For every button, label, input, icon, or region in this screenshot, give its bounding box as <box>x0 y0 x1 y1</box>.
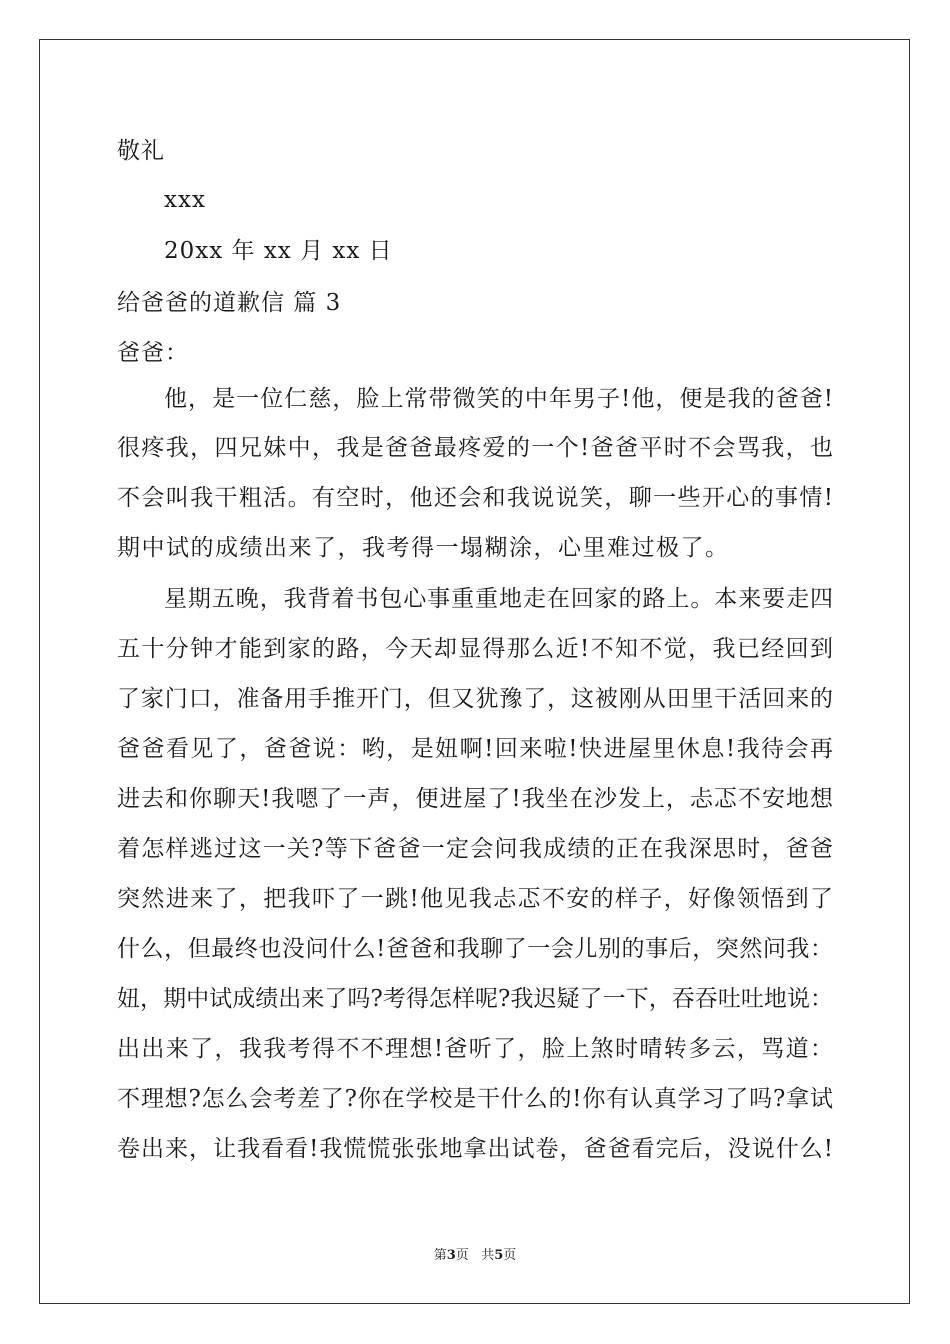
paragraph-line: 五十分钟才能到家的路，今天却显得那么近!不知不觉，我已经回到 <box>117 636 833 662</box>
total-suffix: 页 <box>503 1248 517 1263</box>
paragraph-line: 很疼我，四兄妹中，我是爸爸最疼爱的一个!爸爸平时不会骂我，也 <box>117 435 833 461</box>
closing-salute: 敬礼 <box>117 138 165 164</box>
paragraph-line: 什么，但最终也没问什么!爸爸和我聊了一会儿别的事后，突然问我： <box>117 936 833 962</box>
paragraph-line: 着怎样逃过这一关?等下爸爸一定会问我成绩的正在我深思时，爸爸 <box>117 836 833 862</box>
page-number-footer <box>0 1248 950 1264</box>
section-title: 给爸爸的道歉信 篇 3 <box>117 290 342 316</box>
current-page-number: 3 <box>446 1248 456 1263</box>
paragraph-line: 不会叫我干粗活。有空时，他还会和我说说笑，聊一些开心的事情! <box>117 485 833 511</box>
page-frame <box>39 39 910 1304</box>
paragraph-line: 妞，期中试成绩出来了吗?考得怎样呢?我迟疑了一下，吞吞吐吐地说： <box>117 986 833 1012</box>
letter-date: 20xx 年 xx 月 xx 日 <box>164 238 393 264</box>
paragraph-line: 突然进来了，把我吓了一跳!他见我忐忑不安的样子，好像领悟到了 <box>117 886 833 912</box>
greeting: 爸爸： <box>117 340 189 366</box>
paragraph-line: 不理想?怎么会考差了?你在学校是干什么的!你有认真学习了吗?拿试 <box>117 1086 833 1112</box>
total-page-count: 5 <box>494 1248 504 1263</box>
paragraph-line: 进去和你聊天!我嗯了一声，便进屋了!我坐在沙发上，忐忑不安地想 <box>117 786 833 812</box>
paragraph-line: 卷出来，让我看看!我慌慌张张地拿出试卷，爸爸看完后，没说什么! <box>117 1136 833 1162</box>
total-prefix: 共 <box>481 1248 495 1263</box>
paragraph-line: 星期五晚，我背着书包心事重重地走在回家的路上。本来要走四 <box>164 586 833 612</box>
paragraph-line: 了家门口，准备用手推开门，但又犹豫了，这被刚从田里干活回来的 <box>117 686 833 712</box>
paragraph-line: 爸爸看见了，爸爸说：哟，是妞啊!回来啦!快进屋里休息!我待会再 <box>117 736 833 762</box>
signature: xxx <box>164 187 206 213</box>
page-prefix: 第 <box>433 1248 447 1263</box>
paragraph-line: 期中试的成绩出来了，我考得一塌糊涂，心里难过极了。 <box>117 535 730 561</box>
page-suffix: 页 <box>455 1248 469 1263</box>
paragraph-line: 出出来了，我我考得不不理想!爸听了，脸上煞时晴转多云，骂道： <box>117 1036 833 1062</box>
paragraph-line: 他，是一位仁慈，脸上常带微笑的中年男子!他，便是我的爸爸! <box>164 386 833 412</box>
